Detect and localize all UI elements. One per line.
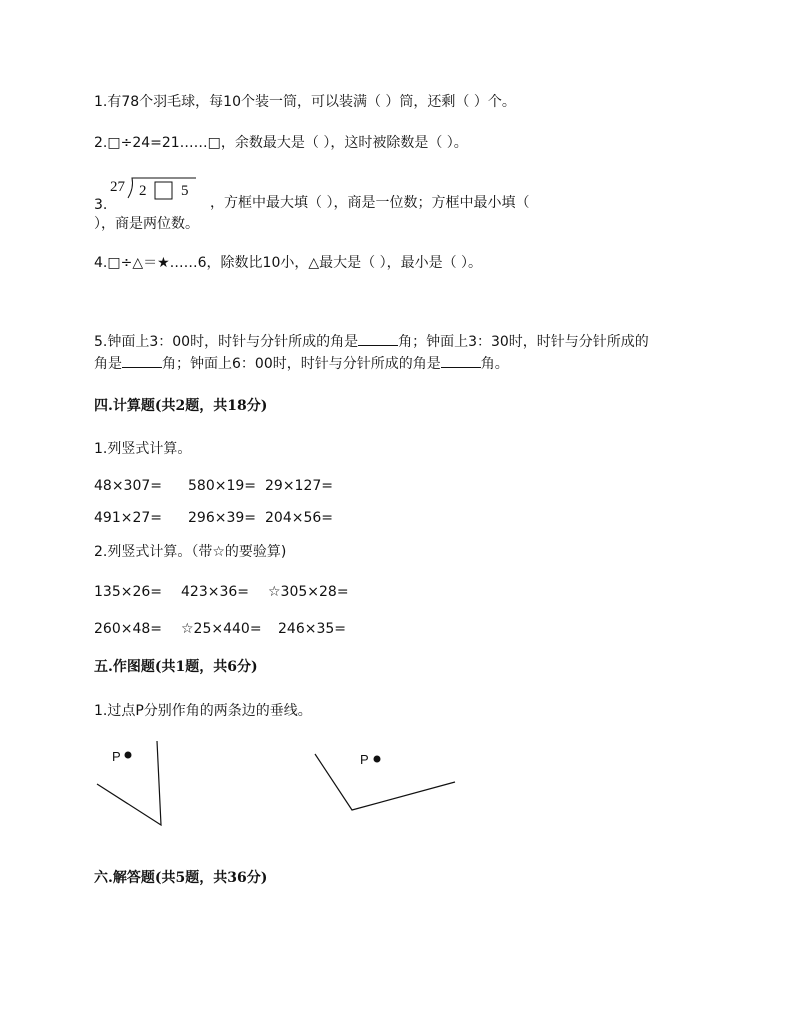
calc-item: 135×26= [94,584,162,600]
section-5-heading: 五.作图题(共1题，共6分) [94,659,258,675]
dividend-digit-3: 5 [181,183,189,199]
question-5-part2: 角；钟面上3：30时，时针与分针所成的 [398,334,649,350]
point-p-left [125,752,132,759]
calc-q2-title: 2.列竖式计算。（带☆的要验算) [94,544,287,560]
question-5-line1 [94,331,649,351]
question-5-part5: 角。 [480,356,509,372]
long-division-figure [108,174,200,204]
calc-item: 260×48= [94,621,162,637]
calc-item: 29×127= [265,478,333,494]
calc-item: 423×36= [181,584,249,600]
division-bracket-icon [108,174,200,204]
right-angle-sides [315,754,455,810]
question-4: 4.□÷△＝★……6，除数比10小，△最大是（ ），最小是（ ）。 [94,255,483,271]
answer-blank-3[interactable] [441,353,481,368]
calc-item: 204×56= [265,510,333,526]
question-5-part3: 角是 [94,356,122,372]
question-5-part1: 5.钟面上3：00时，时针与分针所成的角是 [94,334,359,350]
question-3-text-line2: ），商是两位数。 [94,216,199,232]
calc-item: 48×307= [94,478,162,494]
dividend-digit-1: 2 [139,183,147,199]
calc-item: 246×35= [278,621,346,637]
section-4-heading: 四.计算题(共2题，共18分) [94,398,268,414]
answer-blank-1[interactable] [358,331,398,346]
answer-blank-2[interactable] [122,353,162,368]
question-5-line2 [94,353,509,373]
question-1: 1.有78个羽毛球，每10个装一筒，可以装满（ ）筒，还剩（ ）个。 [94,94,516,110]
question-5-part4: 角；钟面上6：00时，时针与分针所成的角是 [162,356,441,372]
calc-item: ☆25×440= [181,621,262,637]
calc-item: 580×19= [188,478,256,494]
angle-figures [90,738,470,833]
right-angle-figure [315,752,455,810]
question-2: 2.□÷24=21……□，余数最大是（ ），这时被除数是（ ）。 [94,135,468,151]
point-p-label-right: P [360,752,369,767]
calc-q1-title: 1.列竖式计算。 [94,441,192,457]
point-p-right [374,756,381,763]
section-6-heading: 六.解答题(共5题，共36分) [94,870,268,886]
point-p-label-left: P [112,749,121,764]
blank-box[interactable] [155,182,172,199]
calc-item: 296×39= [188,510,256,526]
divisor-text: 27 [110,179,125,195]
question-3-text-line1: ，方框中最大填（ ），商是一位数；方框中最小填（ [210,195,530,211]
drawing-q1: 1.过点P分别作角的两条边的垂线。 [94,703,312,719]
calc-item: ☆305×28= [268,584,349,600]
question-3-prefix: 3. [94,197,108,213]
calc-item: 491×27= [94,510,162,526]
left-angle-figure [97,741,161,825]
